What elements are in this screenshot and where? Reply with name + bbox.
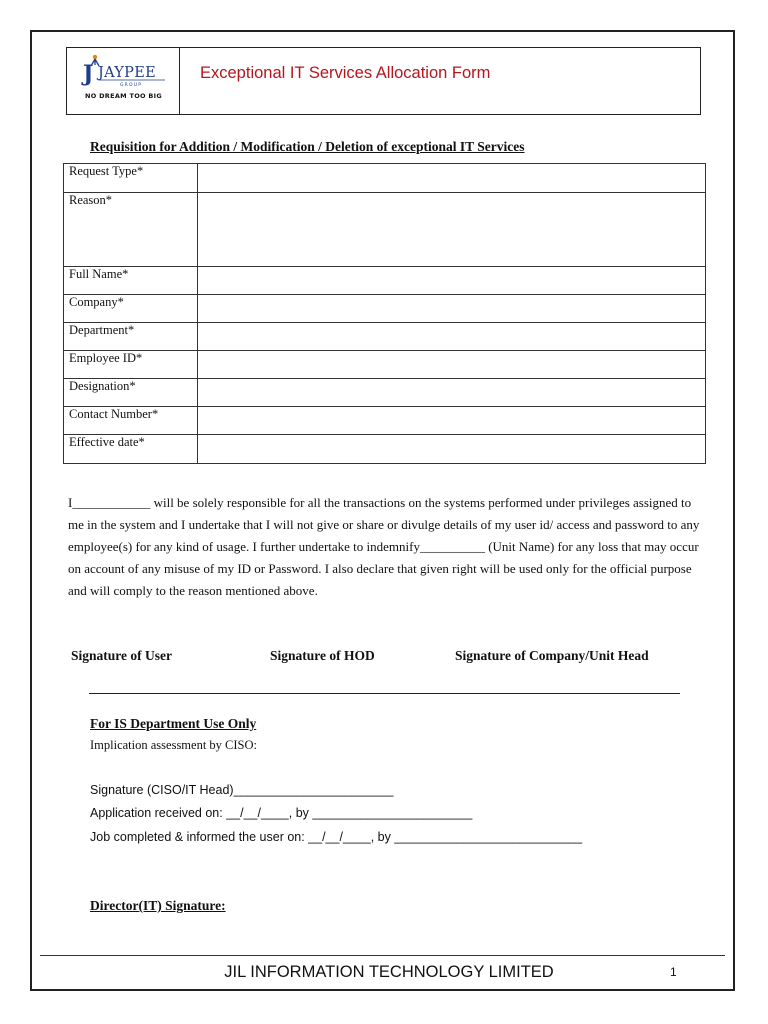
- jaypee-logo: [73, 52, 173, 92]
- table-row: [64, 351, 706, 379]
- footer-company-name: JIL INFORMATION TECHNOLOGY LIMITED: [224, 963, 554, 981]
- designation-field[interactable]: [198, 379, 706, 407]
- company-field[interactable]: [198, 295, 706, 323]
- page-number: 1: [670, 965, 677, 979]
- footer-rule: [40, 955, 725, 956]
- form-title: Exceptional IT Services Allocation Form: [200, 64, 491, 82]
- form-header: [66, 47, 701, 115]
- table-row: [64, 323, 706, 351]
- table-row: [64, 295, 706, 323]
- table-row: [64, 193, 706, 267]
- signature-divider: [89, 693, 680, 694]
- field-label: Company*: [64, 295, 198, 323]
- table-row: [64, 379, 706, 407]
- application-received-line: Application received on: __/__/____, by _______________________: [90, 806, 473, 820]
- table-row: [64, 407, 706, 435]
- logo-wordmark: JAYPEE: [98, 65, 156, 81]
- field-label: Full Name*: [64, 267, 198, 295]
- effective-date-field[interactable]: [198, 435, 706, 464]
- requisition-heading: Requisition for Addition / Modification / Deletion of exceptional IT Services: [90, 139, 525, 154]
- signature-user-label: Signature of User: [71, 648, 172, 663]
- full-name-field[interactable]: [198, 267, 706, 295]
- job-completed-line: Job completed & informed the user on: __/__/____, by ___________________________: [90, 830, 583, 844]
- field-label: Department*: [64, 323, 198, 351]
- director-signature-label: Director(IT) Signature:: [90, 898, 226, 913]
- is-department-heading: For IS Department Use Only: [90, 716, 257, 731]
- requisition-table: [63, 163, 706, 464]
- logo-tagline: NO DREAM TOO BIG: [84, 92, 163, 100]
- table-row: [64, 435, 706, 464]
- implication-assessment-label: Implication assessment by CISO:: [90, 738, 257, 752]
- field-label: Contact Number*: [64, 407, 198, 435]
- signature-hod-label: Signature of HOD: [270, 648, 375, 663]
- field-label: Designation*: [64, 379, 198, 407]
- declaration-text: I____________ will be solely responsible for all the transactions on the systems performed under privileges assigned to me in the system and I undertake that I will not give or share or divulge details of my user id/ access and password to any employee(s) for any kind of usage. I further undertake to indemnify__________ (Unit Name) for any loss that may occur on account of any misuse of my ID or Password. I also declare that given right will be used only for the official purpose and will comply to the reason mentioned above.: [68, 495, 700, 598]
- reason-field[interactable]: [198, 193, 706, 267]
- logo-group: GROUP: [120, 83, 143, 88]
- field-label: Employee ID*: [64, 351, 198, 379]
- table-row: [64, 164, 706, 193]
- field-label: Request Type*: [64, 164, 198, 193]
- field-label: Effective date*: [64, 435, 198, 464]
- logo-letter-j: J: [83, 61, 94, 87]
- signature-company-head-label: Signature of Company/Unit Head: [455, 648, 649, 663]
- department-field[interactable]: [198, 323, 706, 351]
- field-label: Reason*: [64, 193, 198, 267]
- table-row: [64, 267, 706, 295]
- ciso-signature-line: Signature (CISO/IT Head)_______________________: [90, 783, 394, 797]
- logo-cell: [67, 48, 180, 114]
- request-type-field[interactable]: [198, 164, 706, 193]
- contact-number-field[interactable]: [198, 407, 706, 435]
- employee-id-field[interactable]: [198, 351, 706, 379]
